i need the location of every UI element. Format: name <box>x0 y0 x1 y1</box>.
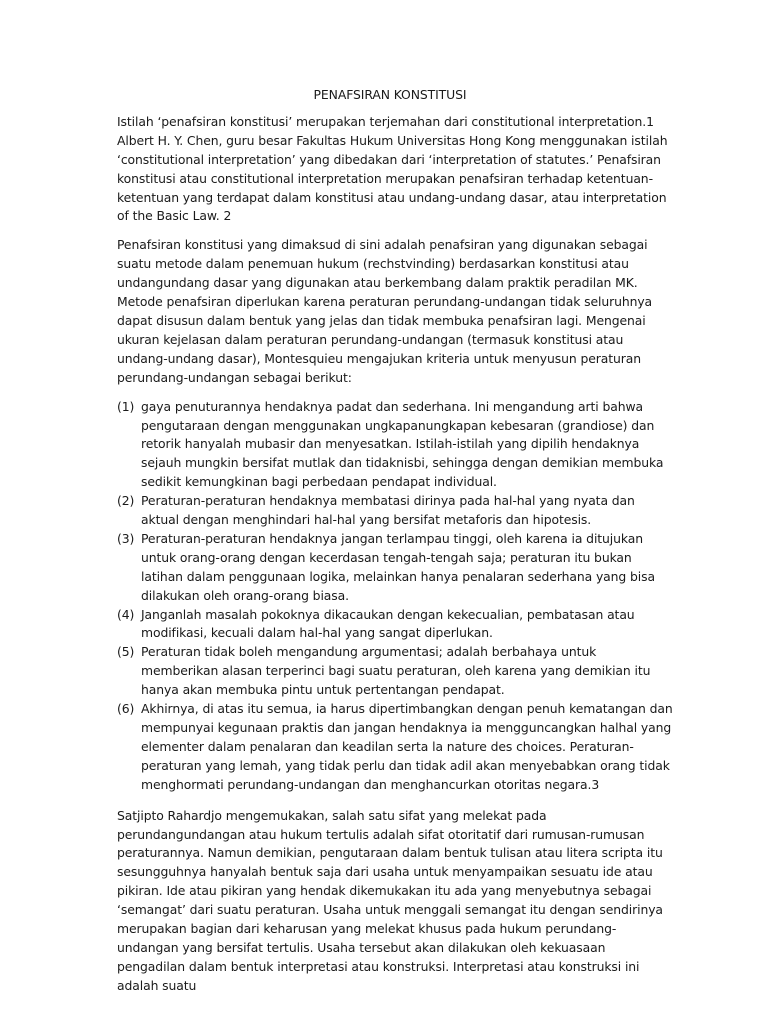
list-item-text: gaya penuturannya hendaknya padat dan sederhana. Ini mengandung arti bahwa pengutaraan dengan menggunakan ungkapanungkapan kebesaran (grandiose) dan retorik hanyalah mubasir dan menyesatkan. Istilah-istilah yang dipilih hendaknya sejauh mungkin bersifat mutlak dan tidaknisbi, sehingga dengan demikian membuka sedikit kemungkinan bagi perbedaan pendapat individual. <box>141 398 664 490</box>
list-item <box>117 530 673 606</box>
list-item <box>117 643 673 700</box>
list-item <box>117 700 673 795</box>
list-item-text: Peraturan tidak boleh mengandung argumentasi; adalah berbahaya untuk memberikan alasan terperinci bagi suatu peraturan, oleh karena yang demikian itu hanya akan membuka pintu untuk pertentangan pendapat. <box>141 644 651 698</box>
list-item-text: Peraturan-peraturan hendaknya membatasi dirinya pada hal-hal yang nyata dan aktual dengan menghindari hal-hal yang bersifat metaforis dan hipotesis. <box>141 493 635 528</box>
list-item-text: Janganlah masalah pokoknya dikacaukan dengan kekecualian, pembatasan atau modifikasi, kecuali dalam hal-hal yang sangat diperlukan. <box>141 606 635 641</box>
document-body <box>117 86 673 1006</box>
list-number: (1) <box>117 398 135 414</box>
list-item-text: Peraturan-peraturan hendaknya jangan terlampau tinggi, oleh karena ia ditujukan untuk orang-orang dengan kecerdasan tengah-tengah saja; peraturan itu bukan latihan dalam penggunaan logika, melainkan hanya penalaran sederhana yang bisa dilakukan oleh orang-orang biasa. <box>141 530 655 603</box>
list-number: (3) <box>117 530 135 546</box>
list-item-text: Akhirnya, di atas itu semua, ia harus dipertimbangkan dengan penuh kematangan dan mempunyai kegunaan praktis dan jangan hendaknya ia mengguncangkan halhal yang elementer dalam penalaran dan keadilan serta la nature des choices. Peraturan-peraturan yang lemah, yang tidak perlu dan tidak adil akan menyebabkan orang tidak menghormati perundang-undangan dan menghancurkan otoritas negara.3 <box>141 701 673 792</box>
list-number: (6) <box>117 701 135 717</box>
list-item <box>117 606 673 644</box>
list-item <box>117 492 673 530</box>
list-number: (5) <box>117 644 135 660</box>
paragraph-closing: Satjipto Rahardjo mengemukakan, salah satu sifat yang melekat pada perundangundangan atau hukum tertulis adalah sifat otoritatif dari rumusan-rumusan peraturannya. Namun demikian, pengutaraan dalam bentuk tulisan atau litera scripta itu sesungguhnya hanyalah bentuk saja dari usaha untuk menyampaikan sesuatu ide atau pikiran. Ide atau pikiran yang hendak dikemukakan itu ada yang menyebutnya sebagai ‘semangat’ dari suatu peraturan. Usaha untuk menggali semangat itu dengan sendirinya merupakan bagian dari keharusan yang melekat khusus pada hukum perundang-undangan yang bersifat tertulis. Usaha tersebut akan dilakukan oleh kekuasaan pengadilan dalam bentuk interpretasi atau konstruksi. Interpretasi atau konstruksi ini adalah suatu <box>117 807 663 993</box>
list-number: (4) <box>117 606 135 622</box>
paragraph-intro: Istilah ‘penafsiran konstitusi’ merupakan terjemahan dari constitutional interpretation.1 Albert H. Y. Chen, guru besar Fakultas Hukum Universitas Hong Kong menggunakan istilah ‘constitutional interpretation’ yang dibedakan dari ‘interpretation of statutes.’ Penafsiran konstitusi atau constitutional interpretation merupakan penafsiran terhadap ketentuan-ketentuan yang terdapat dalam konstitusi atau undang-undang dasar, atau interpretation of the Basic Law. 2 <box>117 113 668 224</box>
list-item <box>117 398 673 493</box>
list-number: (2) <box>117 493 135 509</box>
document-title: PENAFSIRAN KONSTITUSI <box>313 87 467 102</box>
paragraph-method: Penafsiran konstitusi yang dimaksud di sini adalah penafsiran yang digunakan sebagai suatu metode dalam penemuan hukum (rechstvinding) berdasarkan konstitusi atau undangundang dasar yang digunakan atau berkembang dalam praktik peradilan MK. Metode penafsiran diperlukan karena peraturan perundang-undangan tidak seluruhnya dapat disusun dalam bentuk yang jelas dan tidak membuka penafsiran lagi. Mengenai ukuran kejelasan dalam peraturan perundang-undangan (termasuk konstitusi atau undang-undang dasar), Montesquieu mengajukan kriteria untuk menyusun peraturan perundang-undangan sebagai berikut: <box>117 237 653 385</box>
criteria-list <box>117 398 673 795</box>
